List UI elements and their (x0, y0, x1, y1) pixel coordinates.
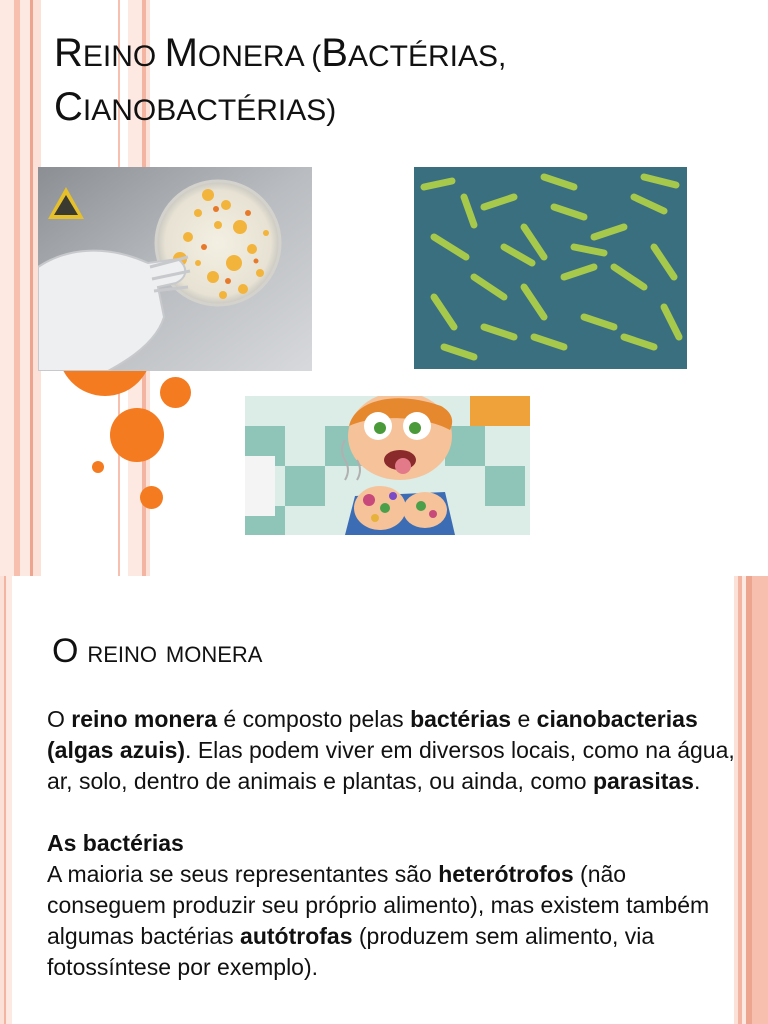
title-line-2 (54, 85, 336, 129)
decor-stripe (752, 576, 768, 1024)
bold-term: heterótrofos (438, 861, 574, 887)
cartoon-boy-germs-image (245, 396, 530, 535)
bold-term: parasitas (592, 768, 694, 794)
title-capital: M (164, 31, 198, 75)
bold-term: cianobacterias (algas azuis) (47, 706, 698, 763)
paragraph-intro (47, 704, 737, 797)
subheading-bacterias: As bactérias (47, 830, 184, 856)
decor-stripe (6, 576, 12, 1024)
text-run: O (47, 706, 72, 732)
text-run: e (511, 706, 537, 732)
bold-term: bactérias (410, 706, 512, 732)
text-run: . (693, 768, 701, 794)
decor-circle (140, 486, 163, 509)
bold-term: autótrofas (240, 923, 353, 949)
decor-stripe (20, 0, 30, 576)
paragraph-bacterias (47, 859, 737, 983)
title-capital: R (54, 31, 83, 75)
title-text: IANOBACTÉRIAS) (82, 94, 337, 127)
title-text: EINO (82, 40, 165, 73)
text-run: (não conseguem produzir seu próprio alimento), mas existem também algumas bactérias (47, 861, 710, 949)
title-text: ONERA ( (197, 40, 322, 73)
title-rest: reino monera (87, 633, 263, 669)
title-first-letter: O (52, 632, 79, 670)
text-run: . Elas podem viver em diversos locais, como na água, ar, solo, dentro de animais e plantas, ou ainda, como (47, 737, 735, 794)
decor-circle (92, 461, 104, 473)
slide-1-title (54, 28, 734, 136)
paragraph-gap (47, 797, 737, 828)
bacteria-micrograph-image (414, 167, 687, 369)
title-text: ACTÉRIAS, (347, 40, 507, 73)
slide-2-body (47, 704, 737, 983)
title-line-1 (54, 31, 506, 75)
title-capital: B (321, 31, 348, 75)
slide-2 (0, 576, 768, 1024)
slide-2-title (52, 632, 262, 671)
title-capital: C (54, 85, 83, 129)
text-run: A maioria se seus representantes são (47, 861, 439, 887)
decor-stripe (0, 0, 14, 576)
text-run: é composto pelas (217, 706, 411, 732)
bold-term: reino monera (71, 706, 217, 732)
text-run: (produzem sem alimento, via fotossíntese por exemplo). (47, 923, 655, 980)
decor-circle (110, 408, 164, 462)
petri-dish-image (38, 167, 312, 371)
decor-circle (160, 377, 191, 408)
